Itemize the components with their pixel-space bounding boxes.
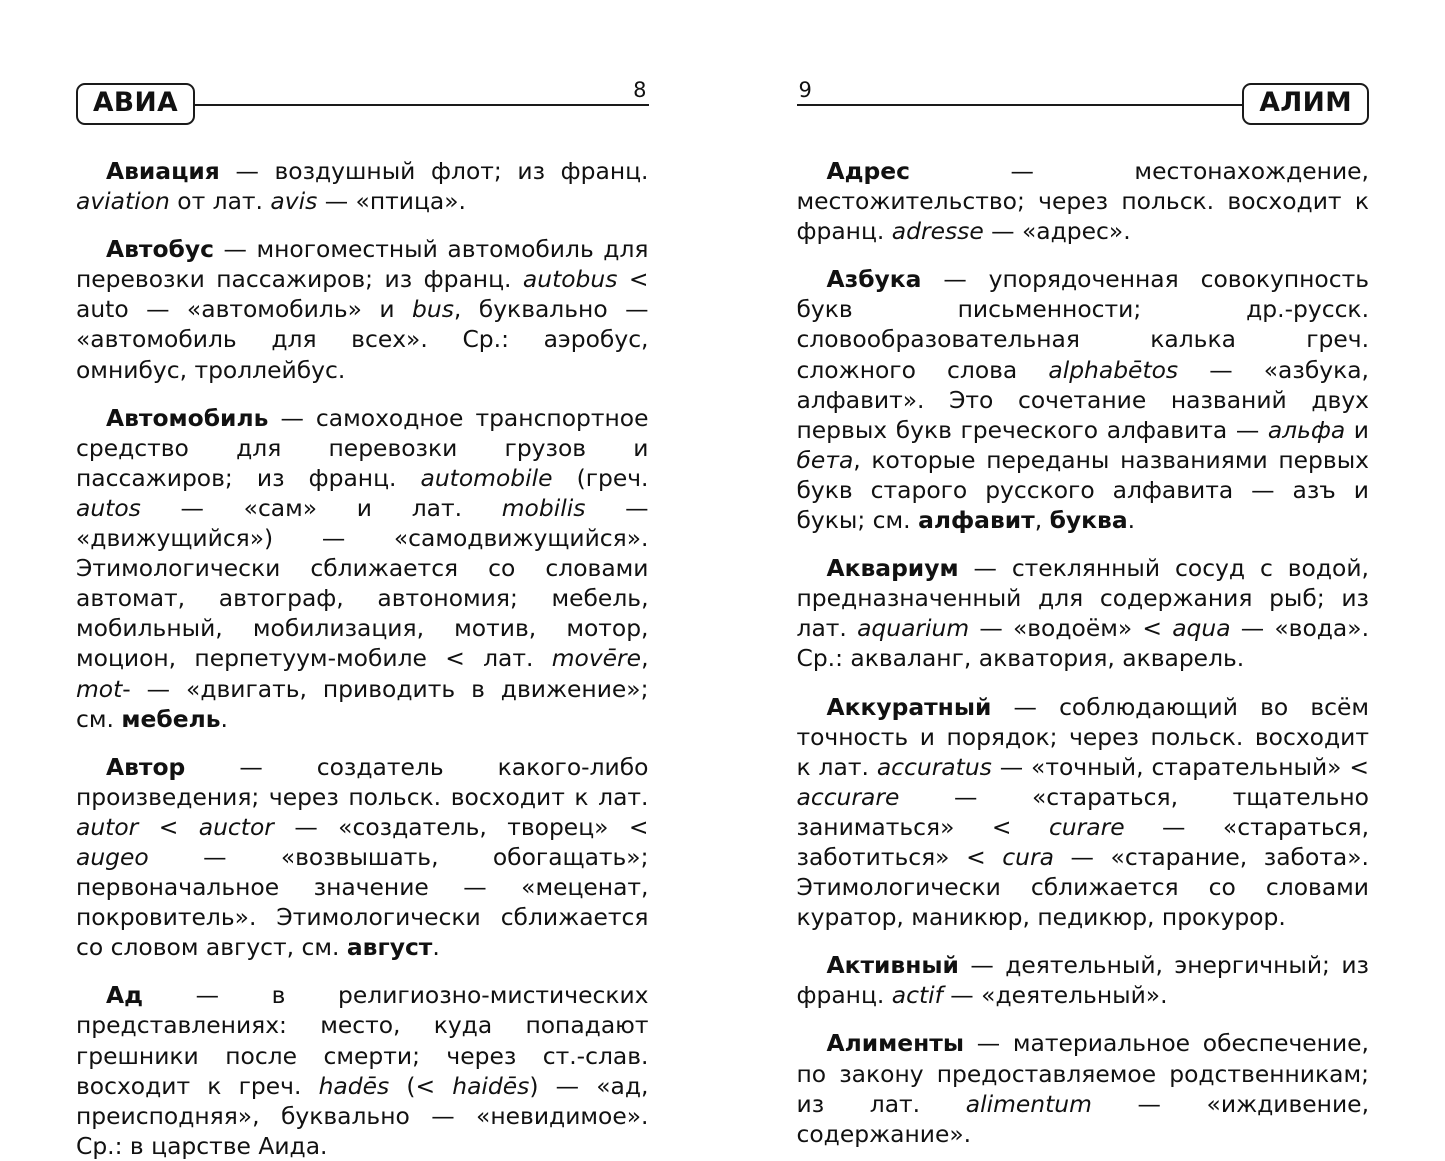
cross-reference: алфавит: [918, 506, 1035, 534]
foreign-form: auctor: [199, 813, 274, 841]
foreign-form: curare: [1049, 813, 1125, 841]
entry-text: — «иждивение, содержание».: [797, 1090, 1370, 1148]
cross-reference: буква: [1050, 506, 1128, 534]
foreign-form: aviation: [76, 187, 170, 215]
entry-text: — в религиозно-мистических представлениях: место, куда попадают грешники после смерти; через ст.-слав. восходит к греч.: [76, 981, 649, 1099]
entry-text: - — «двигать, приводить в движение»; см.: [76, 675, 649, 733]
page-left: [0, 0, 723, 1129]
foreign-form: альфа: [1268, 416, 1345, 444]
entry-text: — «сам» и лат.: [141, 494, 502, 522]
entry-headword: Ад: [106, 981, 143, 1009]
foreign-form: бета: [797, 446, 854, 474]
page-number-left: 8: [633, 80, 646, 101]
entry-text: — «движущийся») — «самодвижущийся». Этимологически сближается со словами автомат, автограф, автономия; мебель, мобильный, мобилизация, мотив, мотор, моцион, перпетуум-мобиле < лат.: [76, 494, 649, 672]
entry-text: — «возвышать, обогащать»; первоначальное значение — «меценат, покровитель». Этимологически сближается со словом август, см.: [76, 843, 649, 961]
foreign-form: augeo: [76, 843, 149, 871]
header-rule-left: [194, 104, 649, 106]
entry-text: — «адрес».: [984, 217, 1131, 245]
entry-text: — «старание, забота». Этимологически сближается со словами куратор, маникюр, педикюр, прокурор.: [797, 843, 1370, 931]
entry-text: — «стараться, заботиться» <: [797, 813, 1370, 871]
foreign-form: mobilis: [502, 494, 586, 522]
entry-text: — «деятельный».: [943, 981, 1168, 1009]
dictionary-entry: [797, 156, 1370, 246]
dictionary-entry: [797, 692, 1370, 933]
page-number-right: 9: [799, 80, 812, 101]
foreign-form: adresse: [892, 217, 984, 245]
entry-text: , буквально — «автомобиль для всех». Ср.: аэробус, омнибус, троллейбус.: [76, 295, 649, 383]
entry-headword: Автомобиль: [106, 404, 268, 432]
entry-column-left: [76, 156, 649, 1161]
foreign-form: bus: [412, 295, 454, 323]
entry-text: — «создатель, творец» <: [274, 813, 649, 841]
entry-text: (греч.: [553, 464, 649, 492]
foreign-form: haidēs: [452, 1072, 529, 1100]
entry-text: , которые переданы названиями первых букв старого русского алфавита — азъ и букы; см.: [797, 446, 1370, 534]
foreign-form: mot: [76, 675, 122, 703]
foreign-form: cura: [1002, 843, 1054, 871]
entry-text: — упорядоченная совокупность букв письменности; др.-русск. словообразовательная калька греч. сложного слова: [797, 265, 1370, 383]
foreign-form: autobus: [523, 265, 618, 293]
cross-reference: август: [347, 933, 432, 961]
entry-text: — «точный, старательный» <: [992, 753, 1369, 781]
foreign-form: actif: [892, 981, 943, 1009]
entry-text: — материальное обеспечение, по закону предоставляемое родственникам; из лат.: [797, 1029, 1370, 1117]
entry-text: .: [432, 933, 439, 961]
dictionary-entry: [76, 980, 649, 1161]
entry-text: — соблюдающий во всём точность и порядок; через польск. восходит к лат.: [797, 693, 1370, 781]
dictionary-entry: [797, 553, 1370, 673]
entry-text: — «стараться, тщательно заниматься» <: [797, 783, 1370, 841]
entry-text: — самоходное транспортное средство для перевозки грузов и пассажиров; из франц.: [76, 404, 649, 492]
foreign-form: avis: [270, 187, 317, 215]
foreign-form: accuratus: [877, 753, 992, 781]
entry-headword: Автор: [106, 753, 185, 781]
entry-text: ,: [1035, 506, 1050, 534]
dictionary-entry: [76, 234, 649, 384]
entry-headword: Аквариум: [827, 554, 959, 582]
entry-headword: Алименты: [827, 1029, 964, 1057]
header-rule-right: [797, 104, 1244, 106]
running-head-rule-wrap-right: [797, 75, 1243, 133]
cross-reference: мебель: [121, 705, 220, 733]
dictionary-entry: [797, 264, 1370, 535]
dictionary-entry: [797, 950, 1370, 1010]
entry-text: — многоместный автомобиль для перевозки пассажиров; из франц.: [76, 235, 649, 293]
entry-text: и: [1345, 416, 1369, 444]
entry-text: (<: [389, 1072, 452, 1100]
foreign-form: aquarium: [857, 614, 969, 642]
entry-text: .: [221, 705, 228, 733]
entry-headword: Авиация: [106, 157, 220, 185]
dictionary-entry: [76, 403, 649, 734]
entry-text: — «азбука, алфавит». Это сочетание названий двух первых букв греческого алфавита —: [797, 356, 1370, 444]
entry-text: — местонахождение, местожительство; через польск. восходит к франц.: [797, 157, 1370, 245]
entry-text: — деятельный, энергичный; из франц.: [797, 951, 1370, 1009]
foreign-form: autos: [76, 494, 141, 522]
thumb-tab-right: АЛИМ: [1242, 83, 1369, 126]
page-right: [723, 0, 1445, 1129]
entry-headword: Азбука: [827, 265, 922, 293]
foreign-form: movēre: [552, 644, 641, 672]
entry-headword: Активный: [827, 951, 959, 979]
dictionary-entry: [797, 1028, 1370, 1148]
entry-headword: Автобус: [106, 235, 214, 263]
entry-column-right: [797, 156, 1370, 1149]
entry-text: — воздушный флот; из франц.: [220, 157, 649, 185]
thumb-tab-left: АВИА: [76, 83, 195, 126]
running-head-right: [797, 75, 1370, 133]
foreign-form: aqua: [1172, 614, 1230, 642]
foreign-form: automobile: [421, 464, 553, 492]
entry-text: < auto — «автомобиль» и: [76, 265, 649, 323]
dictionary-entry: [76, 156, 649, 216]
entry-text: ,: [641, 644, 648, 672]
entry-text: — «вода». Ср.: акваланг, акватория, акварель.: [797, 614, 1370, 672]
entry-text: — создатель какого-либо произведения; через польск. восходит к лат.: [76, 753, 649, 811]
running-head-rule-wrap-left: [195, 75, 649, 133]
foreign-form: alphabētos: [1048, 356, 1178, 384]
entry-text: — стеклянный сосуд с водой, предназначенный для содержания рыб; из лат.: [797, 554, 1370, 642]
foreign-form: alimentum: [966, 1090, 1092, 1118]
foreign-form: accurare: [797, 783, 900, 811]
entry-text: — «птица».: [317, 187, 466, 215]
entry-text: ) — «ад, преисподняя», буквально — «невидимое». Ср.: в царстве Аида.: [76, 1072, 649, 1160]
entry-headword: Аккуратный: [827, 693, 992, 721]
entry-headword: Адрес: [827, 157, 910, 185]
entry-text: — «водоём» <: [969, 614, 1172, 642]
foreign-form: hadēs: [319, 1072, 390, 1100]
dictionary-entry: [76, 752, 649, 963]
entry-text: <: [138, 813, 199, 841]
entry-text: .: [1128, 506, 1135, 534]
running-head-left: [76, 75, 649, 133]
foreign-form: autor: [76, 813, 138, 841]
entry-text: от лат.: [170, 187, 271, 215]
